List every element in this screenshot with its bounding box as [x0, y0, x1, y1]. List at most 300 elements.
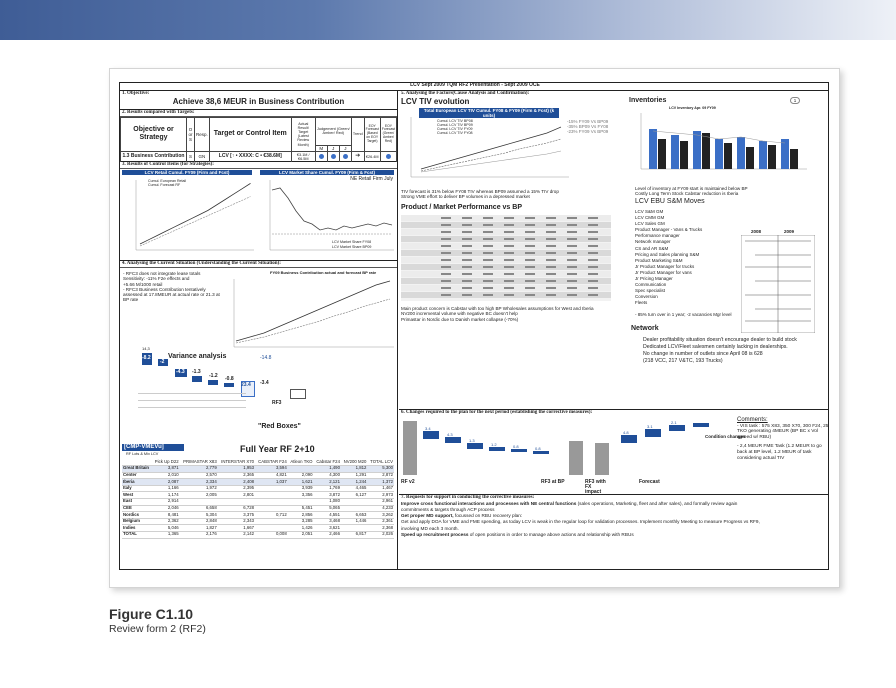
- table-cell: 1,667: [218, 525, 255, 532]
- analysis-section: [120, 261, 397, 433]
- inventory-bars: [649, 129, 798, 169]
- inventory-bar-bp: [746, 147, 754, 169]
- ebu-role: Jr Product Manager for trucks: [635, 263, 695, 269]
- ebu-role: Conversion: [635, 294, 658, 300]
- results-table: [120, 117, 397, 163]
- market-cell: [483, 224, 493, 226]
- market-cell: [525, 252, 535, 254]
- market-cell: [546, 252, 556, 254]
- status-dot-icon: [343, 154, 348, 159]
- col-eoy-judgement: EOY Forecast (Green/ Amber/ Red): [380, 117, 396, 151]
- market-cell: [567, 252, 577, 254]
- ebu-role: Jr Product Manager for vans: [635, 269, 692, 275]
- table-cell: [255, 518, 288, 525]
- market-cell: [546, 224, 556, 226]
- status-dot: [327, 151, 339, 162]
- table-row: [122, 492, 394, 499]
- rf-table: [122, 459, 394, 539]
- market-cell: [567, 217, 577, 219]
- table-cell: [255, 499, 288, 506]
- market-cell: [483, 252, 493, 254]
- table-cell: [255, 505, 288, 512]
- table-cell: 2,087: [152, 479, 180, 486]
- status-dot: [380, 151, 396, 162]
- table-row: [121, 151, 397, 162]
- rf-header: TOTAL LCV: [367, 459, 394, 466]
- table-cell: 3,356: [288, 492, 314, 499]
- table-cell: 4,233: [367, 505, 394, 512]
- objective-heading: 1. Objective:: [120, 91, 397, 97]
- rf-tag: [CMP-VMEVu]: [122, 444, 184, 451]
- market-cell: [588, 245, 598, 247]
- table-cell: 1,291: [341, 472, 367, 479]
- market-cell: [462, 224, 472, 226]
- variance-value: -3.4: [260, 380, 269, 386]
- market-cell: [462, 259, 472, 261]
- market-cell: [588, 252, 598, 254]
- table-cell: 1,244: [341, 479, 367, 486]
- market-note: Primastar in Nordic due to Danish market collapse (-70%): [401, 316, 519, 322]
- variance-value: 23.4: [241, 382, 251, 388]
- market-cell: [483, 259, 493, 261]
- objective-section: [120, 91, 397, 110]
- waterfall-value: 0.8: [513, 444, 519, 449]
- table-cell: 3,594: [255, 466, 288, 473]
- table-cell: 2,872: [367, 472, 394, 479]
- tiv-right-note: -15% FY09 Vs BP09: [567, 119, 609, 124]
- market-cell: [441, 252, 451, 254]
- chart2-title: LCV Market Share Cumul. FY09 (Firm & Fcst): [260, 170, 394, 175]
- table-cell: [341, 499, 367, 506]
- table-cell: [255, 492, 288, 499]
- table-cell: 3,468: [314, 518, 341, 525]
- col-actual: Actual Result/ Target (Latest Review Month): [291, 117, 315, 151]
- market-cell: [483, 217, 493, 219]
- market-cell: [462, 245, 472, 247]
- table-cell: 0,008: [255, 532, 288, 539]
- support-line-text: of open positions in order to manage above actions and relationship with RBUs: [468, 531, 634, 537]
- variance-bar: [208, 380, 218, 385]
- market-cell: [567, 273, 577, 275]
- ebu-role: Performance manager: [635, 233, 680, 239]
- table-cell: 1,812: [341, 466, 367, 473]
- row-os: S: [187, 151, 195, 162]
- table-cell: 6,127: [341, 492, 367, 499]
- market-cell: [525, 245, 535, 247]
- legend1-b: Cumul. Forecast RF: [148, 183, 181, 187]
- market-cell: [525, 231, 535, 233]
- table-cell: 4,300: [314, 472, 341, 479]
- waterfall-value: 1.3: [469, 438, 475, 443]
- table-cell: 1,621: [288, 479, 314, 486]
- table-cell: 0,712: [255, 512, 288, 519]
- variance-value: -4.3: [176, 369, 185, 375]
- trend-arrow-icon: ➔: [351, 151, 364, 162]
- left-column: [120, 91, 398, 570]
- status-dot: [339, 151, 351, 162]
- status-dot-icon: [331, 154, 336, 159]
- support-heading: 7. Requests for support in conducting the corrective measures:: [399, 495, 829, 501]
- ebu-role: LCV S&M GM: [635, 209, 664, 214]
- legend2-b: LCV Market Share BP09: [332, 245, 372, 249]
- market-cell: [567, 294, 577, 296]
- waterfall-value: 3.4: [425, 426, 431, 431]
- market-cell: [525, 238, 535, 240]
- inventory-note: Level of inventory at FY09 start is maintained below BP: [635, 186, 748, 191]
- note-line: BP rate: [123, 297, 139, 303]
- empty-box: [290, 389, 306, 399]
- changes-section: [399, 410, 829, 495]
- table-cell: 1,174: [152, 492, 180, 499]
- inventory-bar: [649, 129, 657, 169]
- market-cell: [588, 217, 598, 219]
- row-label: Iberia: [122, 479, 152, 486]
- market-cell: [441, 238, 451, 240]
- market-cell: [588, 238, 598, 240]
- ebu-role: Communication: [635, 282, 667, 288]
- market-cell: [483, 294, 493, 296]
- inventory-chart: [631, 109, 811, 181]
- table-cell: 3,262: [367, 512, 394, 519]
- table-cell: 1,080: [314, 499, 341, 506]
- rf-table-panel: [122, 444, 396, 569]
- table-cell: 2,010: [152, 472, 180, 479]
- support-line-bold: Speed up recruitment process: [401, 531, 469, 537]
- market-notes: [401, 306, 594, 322]
- inventory-bar: [737, 137, 745, 169]
- variance-title: Variance analysis: [168, 353, 227, 360]
- market-cell: [504, 280, 514, 282]
- waterfall-value: 3.1: [647, 424, 653, 429]
- variance-value: -8.2: [142, 355, 151, 361]
- table-cell: 1,166: [152, 485, 180, 492]
- network-notes: [643, 337, 797, 365]
- note-line: +5.66 M/1000 retail: [123, 281, 163, 287]
- wf-label: Forecast: [639, 479, 660, 485]
- row-label: West: [122, 492, 152, 499]
- table-cell: 3,939: [288, 485, 314, 492]
- market-note: Main product concern is Cabstar with too high BP Wholesales assumptions for West and Iberia: [401, 306, 594, 311]
- top-banner: [0, 0, 896, 40]
- market-cell: [462, 266, 472, 268]
- table-cell: 2,176: [180, 532, 218, 539]
- wf-label: RF3 with FX impact: [585, 479, 606, 495]
- market-cell: [525, 259, 535, 261]
- market-cell: [588, 259, 598, 261]
- comments: [737, 418, 829, 461]
- rf-header: Cabstar F24: [314, 459, 341, 466]
- inventory-bar-bp: [680, 141, 688, 169]
- month-j2: J: [339, 145, 351, 151]
- small-value: -14.8: [260, 355, 272, 361]
- col-trend: Trend: [351, 117, 364, 151]
- table-cell: 6,653: [341, 512, 367, 519]
- note-line: - RFC3 Business Contribution tentatively: [123, 286, 206, 292]
- figure-label: Figure C1.10: [109, 606, 194, 622]
- table-cell: 4,821: [255, 472, 288, 479]
- support-line-text: (sales operations, Marketing, fleet and after sales), and formally review again: [576, 500, 738, 506]
- market-cell: [483, 287, 493, 289]
- middle-column: [399, 91, 829, 410]
- table-cell: 1,467: [367, 485, 394, 492]
- market-cell: [588, 224, 598, 226]
- market-cell: [504, 231, 514, 233]
- variance-detail-table: [138, 391, 248, 415]
- table-cell: 1,972: [180, 485, 218, 492]
- legend1-a: Cumul. European Retail: [148, 179, 187, 183]
- market-cell: [441, 245, 451, 247]
- waterfall-bar: [669, 425, 685, 431]
- market-cell: [504, 245, 514, 247]
- table-cell: 5,065: [314, 505, 341, 512]
- table-row: [122, 499, 394, 506]
- market-cell: [525, 266, 535, 268]
- tiv-legend-item: Cumul. LCV TIV FY08: [437, 131, 473, 136]
- table-cell: 2,466: [314, 532, 341, 539]
- waterfall-value: 1.2: [491, 442, 497, 447]
- legend2-a: LCV Market Share FY08: [332, 240, 372, 244]
- tiv-legend-item: Cumul. LCV TIV BP08: [437, 119, 473, 123]
- table-cell: 2,914: [152, 499, 180, 506]
- table-cell: 1,365: [152, 532, 180, 539]
- row-label: Belgium: [122, 518, 152, 525]
- row-label: Italy: [122, 485, 152, 492]
- inventory-bar-bp: [724, 143, 732, 169]
- waterfall-bar: [693, 423, 709, 427]
- comment-line: - 2,4 MEUR FME Task (1.2 MEUR to go back at BP level, 1.2 MEUR of task considering actual TIV: [737, 444, 822, 461]
- market-cell: [504, 224, 514, 226]
- market-cell: [567, 280, 577, 282]
- row-label: TOTAL: [122, 532, 152, 539]
- market-cell: [504, 294, 514, 296]
- market-cell: [525, 294, 535, 296]
- figure-caption: Review form 2 (RF2): [109, 623, 206, 635]
- table-row: [122, 485, 394, 492]
- results-heading: 2. Results compared with Targets:: [120, 110, 397, 117]
- waterfall-value: 4.3: [447, 432, 453, 437]
- row-label: Great Britain: [122, 466, 152, 473]
- support-line-text: focussed on RBU recovery plan:: [453, 513, 523, 519]
- month-j1: J: [327, 145, 339, 151]
- table-cell: 8,481: [152, 512, 180, 519]
- rf-header: CABSTAR F24: [255, 459, 288, 466]
- market-cell: [504, 273, 514, 275]
- comments-title: Comments:: [737, 417, 768, 423]
- objective-text: Achieve 38,6 MEUR in Business Contribution: [172, 96, 345, 106]
- factors-heading: 5. Analysing the Factors(Cause Analysis and Confirmation):: [399, 91, 829, 97]
- waterfall-bar: [621, 435, 637, 443]
- market-cell: [588, 280, 598, 282]
- table-cell: 5,046: [152, 525, 180, 532]
- market-cell: [462, 217, 472, 219]
- note-line: Sensitivity: -11% F2e effects and: [123, 276, 190, 282]
- market-cell: [546, 217, 556, 219]
- tiv-chart-title: Total European LCV TIV Cumul. FY08 & FY09 (Firm & Fcst) (k units): [419, 108, 559, 118]
- waterfall-value: 2.1: [671, 420, 677, 425]
- table-cell: 2,121: [314, 479, 341, 486]
- ebu-note: - 85% turn over in 1 year; -2 vacancies Mgr level: [635, 312, 732, 317]
- waterfall-bars: [423, 420, 709, 454]
- status-dot-icon: [386, 154, 391, 159]
- table-cell: 2,362: [152, 518, 180, 525]
- market-cell: [441, 280, 451, 282]
- waterfall-bar: [489, 447, 505, 451]
- market-cell: [546, 231, 556, 233]
- rf-title: Full Year RF 2+10: [240, 444, 315, 454]
- note-line: - RFC3 does not integrate lease totals: [123, 271, 201, 276]
- inventory-chart-title: LCV Inventory Apr. 09 FY09: [669, 106, 716, 110]
- market-cell: [546, 259, 556, 261]
- market-cell: [504, 287, 514, 289]
- row-label: Nordics: [122, 512, 152, 519]
- tiv-right-note: -23% FY09 Vs BP09: [567, 129, 609, 135]
- table-cell: 1,827: [180, 525, 218, 532]
- inventory-bar: [671, 135, 679, 169]
- table-cell: 2,801: [218, 492, 255, 499]
- row-label: Center: [122, 472, 152, 479]
- inventories-title: Inventories: [629, 97, 667, 104]
- market-cell: [462, 287, 472, 289]
- inventory-notes: [635, 186, 748, 197]
- support-lines: [399, 501, 829, 538]
- table-cell: 3,621: [314, 525, 341, 532]
- tiv-legend-item: Cumul. LCV TIV FY09: [437, 127, 473, 132]
- network-note: Dedicated LCV/Fleet salesmen certainly lacking in dealerships.: [643, 344, 788, 350]
- ebu-roles: [635, 209, 702, 307]
- rf-body: [122, 466, 394, 539]
- market-cell: [462, 294, 472, 296]
- support-line-text: involving MD each 3 month.: [401, 525, 459, 531]
- ebu-role: LCV Sales GM: [635, 221, 665, 227]
- market-cell: [525, 217, 535, 219]
- table-cell: 2,090: [288, 472, 314, 479]
- market-cell: [525, 273, 535, 275]
- market-cell: [588, 294, 598, 296]
- ebu-moves-grid: [741, 235, 815, 333]
- table-cell: 2,961: [367, 499, 394, 506]
- row-label: East: [122, 499, 152, 506]
- market-share-chart: [260, 176, 396, 258]
- col-resp: Resp.: [195, 117, 210, 151]
- waterfall-bar: [533, 451, 549, 454]
- retail-chart: [122, 176, 258, 258]
- market-cell: [504, 252, 514, 254]
- row-name: 1.3 Business Contribution: [121, 151, 187, 162]
- waterfall-bar: [467, 443, 483, 449]
- variance-value: -2: [160, 359, 165, 365]
- market-cell: [525, 287, 535, 289]
- market-cell: [483, 280, 493, 282]
- variance-bar: [224, 383, 234, 387]
- tiv-note: Strong VME effort to deliver BP volumes in a depressed market: [401, 194, 530, 200]
- rf3-label: RF3: [272, 400, 282, 406]
- row-label: CEE: [122, 505, 152, 512]
- document-title: LCV Sept 2009 TQM RF2 Presentation - Sept 2009 OCE: [120, 83, 829, 91]
- small-value: 14,3: [142, 346, 150, 351]
- col-eoy: EOY Forecast (Based on EOY Target): [364, 117, 380, 151]
- network-note: No change in number of outlets since April 08 is 628: [643, 351, 763, 357]
- inventory-bar: [781, 139, 789, 169]
- rf2-document: [119, 82, 829, 570]
- table-cell: 3,871: [152, 466, 180, 473]
- market-cell: [567, 238, 577, 240]
- waterfall-value: 0.8: [535, 446, 541, 451]
- ebu-year: 2008: [751, 229, 762, 234]
- analysis-heading: 4. Analysing the Current Situation (Understanding the Current Situation):: [120, 261, 397, 268]
- market-cell: [462, 238, 472, 240]
- status-dot: [315, 151, 327, 162]
- variance-value: -0.8: [225, 376, 234, 382]
- market-cell: [546, 294, 556, 296]
- table-cell: 2,779: [180, 466, 218, 473]
- market-cell: [588, 287, 598, 289]
- rf-sub: RF Lots & Mix LCV: [126, 452, 159, 456]
- table-cell: 1,426: [288, 525, 314, 532]
- table-cell: 2,005: [180, 492, 218, 499]
- tiv-notes: [401, 189, 559, 200]
- market-cell: [441, 231, 451, 233]
- table-row: [122, 472, 394, 479]
- table-cell: 2,570: [180, 472, 218, 479]
- bc-chart: [228, 275, 396, 351]
- variance-value: -1.3: [192, 369, 201, 375]
- table-cell: 2,026: [367, 532, 394, 539]
- market-cell: [483, 238, 493, 240]
- variance-bar: [192, 376, 202, 382]
- market-cell: [567, 224, 577, 226]
- market-cell: [588, 266, 598, 268]
- market-cell: [462, 273, 472, 275]
- market-cell: [567, 259, 577, 261]
- market-cell: [483, 231, 493, 233]
- market-cell: [441, 259, 451, 261]
- ebu-role: Fleets: [635, 300, 648, 306]
- market-share-line: [272, 188, 392, 230]
- network-title: Network: [631, 325, 659, 332]
- table-cell: 3,285: [288, 518, 314, 525]
- tiv-chart: [401, 113, 571, 185]
- comment-line: - VIS task : 575 X83, 350 X70, 300 F24, 25 TKO generating 4MEUR (BP BC x Vol agreed w/ RBU): [737, 423, 829, 440]
- chart2-subtitle: NE Retail Firm July: [350, 176, 393, 182]
- table-cell: 3,375: [218, 512, 255, 519]
- table-row: [122, 466, 394, 473]
- market-cell: [441, 266, 451, 268]
- table-cell: 1,446: [341, 518, 367, 525]
- table-cell: 6,817: [341, 532, 367, 539]
- table-cell: 2,856: [288, 512, 314, 519]
- market-cell: [567, 231, 577, 233]
- market-cell: [504, 238, 514, 240]
- page-number: 1: [790, 97, 800, 104]
- table-cell: 6,658: [180, 505, 218, 512]
- market-cell: [504, 266, 514, 268]
- market-cell: [546, 287, 556, 289]
- chart1-title: LCV Retail Cumul. FY09 (Firm and Fcst): [122, 170, 252, 175]
- rf-header: Pick Up D22: [152, 459, 180, 466]
- market-cell: [546, 280, 556, 282]
- status-dot-icon: [319, 154, 324, 159]
- support-section: [399, 495, 829, 570]
- table-cell: 1,490: [314, 466, 341, 473]
- table-cell: 3,872: [314, 492, 341, 499]
- col-judgement: Judgement (Green/ Amber/ Red): [315, 117, 351, 145]
- market-cell: [441, 287, 451, 289]
- market-title: Product / Market Performance vs BP: [401, 204, 522, 211]
- tiv-note: TIV forecast is 31% below FY08 TIV whereas BP09 assumed a 15% TIV drop: [401, 189, 559, 194]
- inventory-bar-bp: [658, 139, 666, 169]
- market-cell: [462, 231, 472, 233]
- ebu-role: Jr Pricing Manager: [635, 276, 673, 282]
